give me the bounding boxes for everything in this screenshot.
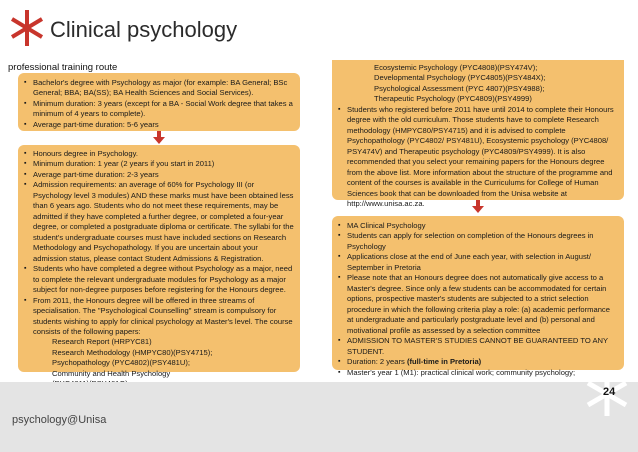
paper-item: Community and Health Psychology (52, 368, 171, 378)
list-item: ▪ Minimum duration: 3 years (except for a BA - Social Work degree that takes a minimum of 4 years to complete). (24, 99, 294, 120)
list-item: ▪ From 2011, the Honours degree will be offered in three streams of specialisation. The "Psychological Counselling" stream is compulsory for students wishing to apply for clinical psychology at Master's level. The course consists of the following papers: (24, 296, 294, 338)
paper-item: Developmental Psychology (PYC4805)(PSY484X); (374, 73, 546, 83)
list-item: ▪ Average part-time duration: 5-6 years (24, 120, 294, 130)
bachelors-degree-box (18, 73, 300, 131)
paper-item: Therapeutic Psychology (PYC4809)(PSY4999) (374, 94, 532, 104)
page-number: 24 (603, 386, 616, 398)
duration-item (338, 357, 618, 367)
down-arrow-icon (471, 200, 485, 214)
honours-continued-box (332, 60, 624, 209)
down-arrow-icon (152, 131, 166, 145)
page-subtitle: professional training route (8, 62, 118, 73)
list-item: ▪ Admission requirements: an average of 60% for Psychology III (or Psychology level 3 modules) AND these marks must have been obtained less than 6 years ago. Students who do not meet these requirements, may be admitted if they have completed a further degree, or completed a four-year degree, or completed a postgraduate diploma or certificate. The syllabi for the student's undergraduate courses must have included sections on Research Methodology and Psychopathology. If you are uncertain about your admission status, please contact Student Admissions & Registration. (24, 180, 294, 264)
paper-item: Research Methodology (HMPYC80)(PSY4715); (52, 347, 213, 357)
asterisk-logo-icon (10, 8, 44, 48)
paper-item: Psychopathology (PYC4802)(PSY481U); (52, 358, 191, 368)
list-item: ▪ Honours degree in Psychology. (24, 149, 294, 159)
masters-degree-box (332, 216, 624, 377)
list-item: ▪ MA Clinical Psychology (338, 221, 618, 231)
list-item: ▪ Bachelor's degree with Psychology as major (for example: BA General; BSc General; BBA; BA(SS); BA Health Sciences and Social Services). (24, 78, 294, 99)
paper-item: Ecosystemic Psychology (PYC4808)(PSY474V); (374, 63, 538, 72)
duration-note: (full-time in Pretoria) (406, 357, 482, 367)
list-item: ▪ Master's year 1 (M1): practical clinical work; community psychology; (338, 368, 618, 378)
list-item: ▪ Minimum duration: 1 year (2 years if you start in 2011) (24, 159, 294, 169)
paper-item: Psychological Assessment (PYC 4807)(PSY4988); (374, 83, 545, 93)
page-title: Clinical psychology (50, 17, 238, 42)
paper-item: Research Report (HRPYC81) (52, 337, 152, 347)
list-item: ▪ Students who registered before 2011 have until 2014 to complete their Honours degree with the old curriculum. Those students have to complete Research methodology (HMPYC80/PSY4715) and it is advised to complete Psychopathology (PYC4802/ PSY481U), Ecosystemic psychology (PYC4808/ PSY474V) and Therapeutic psychology (PYC4809/PSY4999). It is also recommended that you select your remaining papers for the Honours degree from the above list. More information about the structure of the programme and content of the courses is available in the Curriculums for College of Human Sciences book that can be downloaded from the Unisa website at http://www.unisa.ac.za. (338, 105, 618, 210)
honours-degree-box (18, 145, 300, 378)
list-item: ▪ Please note that an Honours degree does not automatically give access to a Master's degree. Since only a few students can be accommodated for certain options, prospective master's students are subjected to a strict selection procedure in which the following criteria play a role: (a) academic performance at undergraduate and particularly postgraduate level and (b) personal and motivational profile as assessed by a selection committee (338, 273, 618, 336)
list-item: ▪ Applications close at the end of June each year, with selection in August/ September in Pretoria (338, 252, 618, 273)
list-item: ▪ ADMISSION TO MASTER'S STUDIES CANNOT BE GUARANTEED TO ANY STUDENT. (338, 336, 618, 357)
list-item: ▪ Students who have completed a degree without Psychology as a major, need to complete the relevant undergraduate modules for Psychology as a major subject for non-degree purposes before registering for the Honours degree. (24, 264, 294, 295)
duration-label: Duration: 2 years (347, 357, 407, 367)
footer (0, 382, 638, 452)
list-item: ▪ Students can apply for selection on completion of the Honours degrees in Psychology (338, 231, 618, 252)
footer-brand-text: psychology@Unisa (12, 414, 107, 426)
list-item: ▪ Average part-time duration: 2-3 years (24, 170, 294, 180)
